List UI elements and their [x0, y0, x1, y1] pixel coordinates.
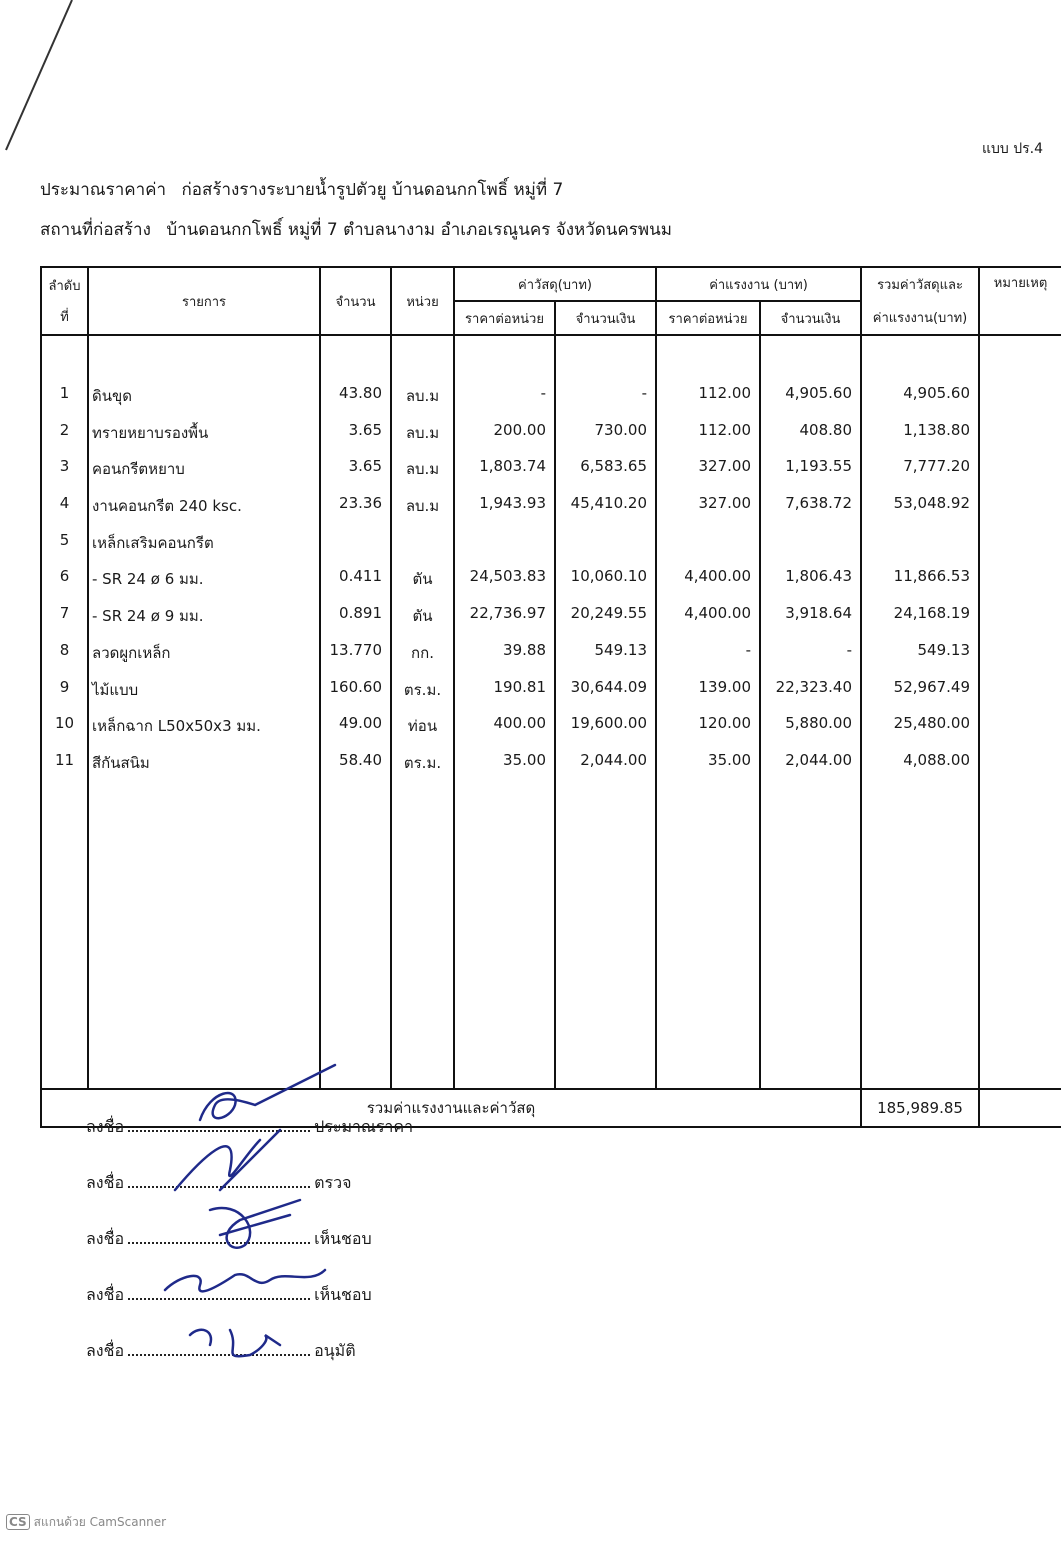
cell-m-amount: 19,600.00	[555, 714, 656, 751]
cell-no: 6	[41, 567, 88, 604]
header-unit: หน่วย	[391, 267, 454, 335]
cost-estimate-table	[40, 266, 1061, 1128]
cell-item: เหล็กเสริมคอนกรีต	[88, 531, 320, 568]
header-material: ค่าวัสดุ(บาท)	[454, 267, 656, 301]
cell-remark	[979, 531, 1061, 568]
cell-item: เหล็กฉาก L50x50x3 มม.	[88, 714, 320, 751]
cell-total	[861, 531, 979, 568]
cell-no: 8	[41, 641, 88, 678]
cell-m-price: 400.00	[454, 714, 555, 751]
cell-remark	[979, 494, 1061, 531]
cell-l-price: 112.00	[656, 421, 760, 458]
cell-m-price: -	[454, 384, 555, 421]
cell-no: 2	[41, 421, 88, 458]
cell-remark	[979, 714, 1061, 751]
cell-l-amount: 22,323.40	[760, 678, 861, 715]
form-code: แบบ ปร.4	[981, 141, 1043, 157]
header-qty: จำนวน	[320, 267, 391, 335]
cell-unit: ลบ.ม	[391, 457, 454, 494]
cell-m-price: 1,803.74	[454, 457, 555, 494]
cell-l-amount: 1,806.43	[760, 567, 861, 604]
estimate-value: ก่อสร้างรางระบายน้ำรูปตัวยู บ้านดอนกกโพธิ์ หมู่ที่ 7	[181, 180, 564, 200]
cell-m-price: 22,736.97	[454, 604, 555, 641]
cell-item: คอนกรีตหยาบ	[88, 457, 320, 494]
header-no-line2: ที่	[60, 310, 69, 325]
cell-no: 3	[41, 457, 88, 494]
signature-prefix: ลงชื่อ	[86, 1341, 125, 1360]
cell-l-amount: 2,044.00	[760, 751, 861, 788]
cell-qty: 160.60	[320, 678, 391, 715]
header-material-amount: จำนวนเงิน	[555, 301, 656, 335]
cell-remark	[979, 641, 1061, 678]
cell-l-price: -	[656, 641, 760, 678]
signature-role: เห็นชอบ	[314, 1285, 372, 1304]
cell-l-amount: 4,905.60	[760, 384, 861, 421]
header-total-line2: ค่าแรงงาน(บาท)	[872, 311, 968, 326]
cell-unit: ลบ.ม	[391, 384, 454, 421]
cell-l-amount: 7,638.72	[760, 494, 861, 531]
header-no	[41, 267, 88, 335]
table-row	[41, 531, 1061, 568]
cell-m-amount: 30,644.09	[555, 678, 656, 715]
cell-total: 11,866.53	[861, 567, 979, 604]
cell-m-amount: 10,060.10	[555, 567, 656, 604]
cell-no: 5	[41, 531, 88, 568]
cell-remark	[979, 384, 1061, 421]
signature-role: ประมาณราคา	[314, 1117, 414, 1136]
cell-m-amount: 2,044.00	[555, 751, 656, 788]
cell-no: 4	[41, 494, 88, 531]
cell-l-price: 139.00	[656, 678, 760, 715]
site-line	[40, 216, 682, 243]
cell-item: ดินขุด	[88, 384, 320, 421]
cell-m-price: 1,943.93	[454, 494, 555, 531]
cell-total: 1,138.80	[861, 421, 979, 458]
handwritten-signatures	[160, 1060, 360, 1390]
table-row	[41, 751, 1061, 788]
cell-item: - SR 24 ø 6 มม.	[88, 567, 320, 604]
cell-l-amount: 1,193.55	[760, 457, 861, 494]
cell-qty: 58.40	[320, 751, 391, 788]
cell-item: งานคอนกรีต 240 ksc.	[88, 494, 320, 531]
cell-remark	[979, 751, 1061, 788]
cell-qty: 3.65	[320, 421, 391, 458]
cell-l-price: 35.00	[656, 751, 760, 788]
cell-unit: กก.	[391, 641, 454, 678]
header-labor-amount: จำนวนเงิน	[760, 301, 861, 335]
cell-m-amount: -	[555, 384, 656, 421]
header-total	[861, 267, 979, 335]
cell-m-amount: 549.13	[555, 641, 656, 678]
cell-unit	[391, 531, 454, 568]
cell-item: ทรายหยาบรองพื้น	[88, 421, 320, 458]
cell-qty: 43.80	[320, 384, 391, 421]
cell-total: 53,048.92	[861, 494, 979, 531]
estimate-label: ประมาณราคาค่า	[40, 180, 167, 200]
cell-m-amount: 6,583.65	[555, 457, 656, 494]
header-total-line1: รวมค่าวัสดุและ	[877, 278, 963, 293]
cell-unit: ตร.ม.	[391, 751, 454, 788]
header-item: รายการ	[88, 267, 320, 335]
cell-remark	[979, 421, 1061, 458]
signature-prefix: ลงชื่อ	[86, 1285, 125, 1304]
cell-item: ไม้แบบ	[88, 678, 320, 715]
cell-l-amount: 408.80	[760, 421, 861, 458]
signature-role: อนุมัติ	[314, 1341, 356, 1360]
cell-l-price: 4,400.00	[656, 604, 760, 641]
cell-m-price: 24,503.83	[454, 567, 555, 604]
cell-l-amount: 5,880.00	[760, 714, 861, 751]
table-spacer-row	[41, 335, 1061, 384]
cell-item: - SR 24 ø 9 มม.	[88, 604, 320, 641]
cell-m-amount: 730.00	[555, 421, 656, 458]
header-labor: ค่าแรงงาน (บาท)	[656, 267, 861, 301]
cell-total: 549.13	[861, 641, 979, 678]
cell-l-price: 120.00	[656, 714, 760, 751]
cell-total: 4,905.60	[861, 384, 979, 421]
cell-l-price: 327.00	[656, 494, 760, 531]
table-blank-row	[41, 788, 1061, 1089]
cell-total: 25,480.00	[861, 714, 979, 751]
table-row	[41, 714, 1061, 751]
cell-item: ลวดผูกเหล็ก	[88, 641, 320, 678]
camscanner-text: สแกนด้วย CamScanner	[33, 1515, 167, 1529]
table-row	[41, 457, 1061, 494]
table-body	[41, 335, 1061, 1089]
cell-total: 7,777.20	[861, 457, 979, 494]
cell-total: 24,168.19	[861, 604, 979, 641]
cell-unit: ตร.ม.	[391, 678, 454, 715]
cell-qty: 13.770	[320, 641, 391, 678]
cell-m-price: 200.00	[454, 421, 555, 458]
total-value: 185,989.85	[861, 1089, 979, 1127]
signature-prefix: ลงชื่อ	[86, 1173, 125, 1192]
cell-qty	[320, 531, 391, 568]
cell-total: 4,088.00	[861, 751, 979, 788]
header-remark: หมายเหตุ	[979, 267, 1061, 335]
cell-no: 10	[41, 714, 88, 751]
site-label: สถานที่ก่อสร้าง	[40, 220, 151, 240]
cell-remark	[979, 457, 1061, 494]
cell-no: 11	[41, 751, 88, 788]
cell-l-price: 112.00	[656, 384, 760, 421]
cell-unit: ตัน	[391, 567, 454, 604]
table-row	[41, 384, 1061, 421]
cell-qty: 0.411	[320, 567, 391, 604]
cell-m-price: 39.88	[454, 641, 555, 678]
cell-l-amount: -	[760, 641, 861, 678]
cell-no: 1	[41, 384, 88, 421]
total-label: รวมค่าแรงงานและค่าวัสดุ	[41, 1089, 861, 1127]
cell-remark	[979, 678, 1061, 715]
cell-m-price	[454, 531, 555, 568]
table-row	[41, 604, 1061, 641]
table-row	[41, 641, 1061, 678]
header-material-unit-price: ราคาต่อหน่วย	[454, 301, 555, 335]
cell-no: 9	[41, 678, 88, 715]
signature-prefix: ลงชื่อ	[86, 1117, 125, 1136]
total-remark	[979, 1089, 1061, 1127]
site-value: บ้านดอนกกโพธิ์ หมู่ที่ 7 ตำบลนางาม อำเภอเรณูนคร จังหวัดนครพนม	[166, 220, 672, 240]
cell-unit: ตัน	[391, 604, 454, 641]
cell-qty: 49.00	[320, 714, 391, 751]
cell-l-price: 4,400.00	[656, 567, 760, 604]
cell-l-price	[656, 531, 760, 568]
cell-unit: ลบ.ม	[391, 494, 454, 531]
header-no-line1: ลำดับ	[48, 279, 81, 294]
camscanner-badge: CS	[6, 1514, 30, 1530]
cell-m-amount: 45,410.20	[555, 494, 656, 531]
scan-edge-line	[0, 0, 90, 160]
cell-remark	[979, 567, 1061, 604]
cell-unit: ลบ.ม	[391, 421, 454, 458]
signature-prefix: ลงชื่อ	[86, 1229, 125, 1248]
estimate-line	[40, 176, 573, 203]
scanner-watermark	[6, 1513, 166, 1532]
header-labor-unit-price: ราคาต่อหน่วย	[656, 301, 760, 335]
cell-no: 7	[41, 604, 88, 641]
table-row	[41, 494, 1061, 531]
cell-l-amount: 3,918.64	[760, 604, 861, 641]
cell-l-amount	[760, 531, 861, 568]
cell-m-price: 190.81	[454, 678, 555, 715]
signature-role: เห็นชอบ	[314, 1229, 372, 1248]
signature-role: ตรวจ	[314, 1173, 352, 1192]
cell-m-amount: 20,249.55	[555, 604, 656, 641]
cell-m-amount	[555, 531, 656, 568]
table-row	[41, 567, 1061, 604]
cell-m-price: 35.00	[454, 751, 555, 788]
table-row	[41, 678, 1061, 715]
cell-qty: 0.891	[320, 604, 391, 641]
cell-qty: 23.36	[320, 494, 391, 531]
cell-qty: 3.65	[320, 457, 391, 494]
cell-remark	[979, 604, 1061, 641]
cell-unit: ท่อน	[391, 714, 454, 751]
cell-item: สีกันสนิม	[88, 751, 320, 788]
cell-total: 52,967.49	[861, 678, 979, 715]
table-row	[41, 421, 1061, 458]
cell-l-price: 327.00	[656, 457, 760, 494]
